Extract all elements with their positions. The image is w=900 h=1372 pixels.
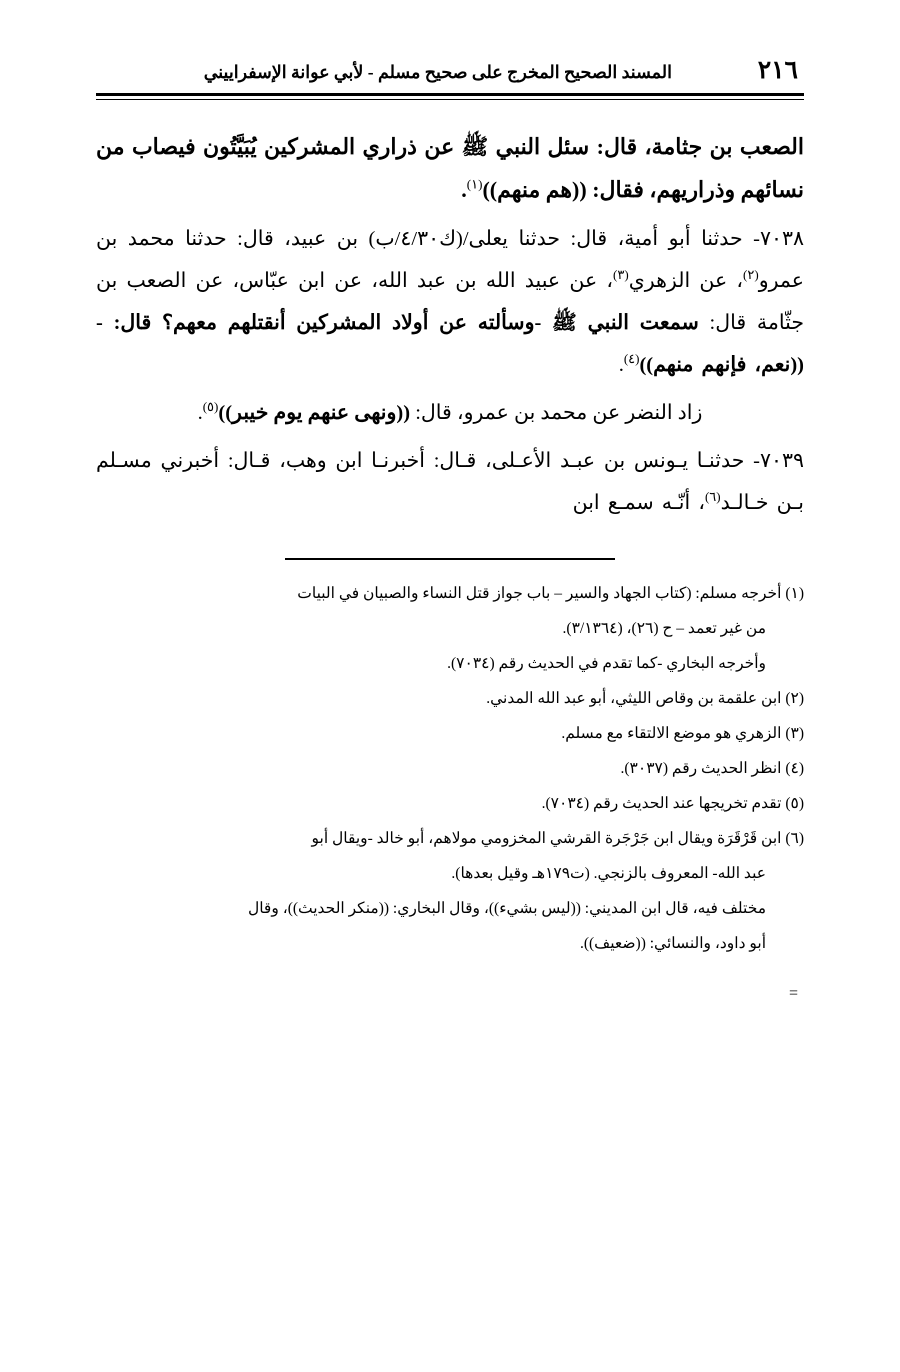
- footnote-ref-3: (٣): [613, 266, 629, 282]
- footnote-text: من غير تعمد – ح (٢٦)، (٣/١٣٦٤).: [562, 619, 766, 637]
- footnote-item: [96, 928, 804, 959]
- footnote-text: وأخرجه البخاري -كما تقدم في الحديث رقم (٧٠٣٤).: [447, 654, 766, 672]
- footnote-item: [96, 683, 804, 714]
- paragraph-1-text: الصعب بن جثامة، قال: سئل النبي ﷺ عن ذراري المشركين يُبَيَّتُون فيصاب من نسائهم وذراريهم، فقال: ((هم منهم)): [96, 134, 804, 202]
- footnote-text: انظر الحديث رقم (٣٠٣٧).: [620, 759, 782, 777]
- paragraph-2-bold-quote: سمعت النبي ﷺ -وسألته عن أولاد المشركين أنقتلهم معهم؟ قال: - ((نعم، فإنهم منهم)): [96, 311, 804, 376]
- paragraph-2-part-c: ، عن عبيد الله بن عبد الله، عن ابن عبّاس، عن الصعب بن جثّامة قال:: [96, 269, 805, 334]
- footnote-ref-1: (١): [466, 176, 483, 192]
- footnote-number: (٦): [785, 829, 804, 847]
- footnote-item: [96, 893, 804, 924]
- paragraph-hadith-continuation: [96, 126, 804, 212]
- continuation-mark: =: [788, 984, 800, 1002]
- footnote-number: (٢): [785, 689, 804, 707]
- paragraph-2-end: .: [618, 353, 624, 376]
- paragraph-4-end: ، أنّـه سمـع ابن: [572, 491, 705, 514]
- page-header: [96, 55, 804, 85]
- footnote-text: ابن قَرْقَرَة ويقال ابن جَرْجَرة القرشي المخزومي مولاهم، أبو خالد -ويقال أبو: [311, 829, 782, 847]
- paragraph-3-bold-quote: ((ونهى عنهم يوم خيبر)): [218, 401, 411, 424]
- paragraph-2-part-a: ٧٠٣٨- حدثنا أبو أمية، قال: حدثنا يعلى/(ك٤/٣٠/ب) بن عبيد، قال: حدثنا محمد بن عمرو: [96, 227, 805, 292]
- footnote-item: [96, 753, 804, 784]
- paragraph-3-end: .: [197, 401, 203, 424]
- footnote-ref-2: (٢): [743, 266, 759, 282]
- footnote-item: [96, 858, 804, 889]
- footnote-text: عبد الله- المعروف بالزنجي. (ت١٧٩هـ وقيل بعدها).: [451, 864, 766, 882]
- paragraph-1-end: .: [461, 176, 467, 202]
- footnote-separator: [285, 558, 615, 560]
- footnote-text: مختلف فيه، قال ابن المديني: ((ليس بشيء))، وقال البخاري: ((منكر الحديث))، وقال: [247, 899, 766, 917]
- paragraph-nadr-addition: [96, 392, 804, 434]
- paragraph-3-part-a: زاد النضر عن محمد بن عمرو، قال:: [415, 401, 703, 424]
- footnote-text: تقدم تخريجها عند الحديث رقم (٧٠٣٤).: [541, 794, 782, 812]
- footnote-item: [96, 578, 804, 609]
- footnote-ref-6: (٦): [704, 489, 721, 505]
- footnote-ref-5: (٥): [202, 399, 219, 415]
- page-body: [96, 126, 804, 524]
- footnote-item: [96, 823, 804, 854]
- book-title: المسند الصحيح المخرج على صحيح مسلم - لأبي عوانة الإسفراييني: [203, 62, 672, 82]
- footnote-item: [96, 648, 804, 679]
- footnote-item: [96, 718, 804, 749]
- footnote-item: [96, 788, 804, 819]
- footnote-item: [96, 613, 804, 644]
- footnote-text: أبو داود، والنسائي: ((ضعيف)).: [579, 934, 766, 952]
- paragraph-2-part-b: ، عن الزهري: [628, 269, 744, 292]
- footnote-number: (٣): [785, 724, 804, 742]
- footnote-number: (١): [785, 584, 804, 602]
- footnote-ref-4: (٤): [623, 351, 640, 366]
- footnote-text: ابن علقمة بن وقاص الليثي، أبو عبد الله المدني.: [486, 689, 782, 707]
- paragraph-hadith-7039: [96, 440, 804, 524]
- paragraph-hadith-7038: [96, 218, 804, 386]
- header-rule: [96, 93, 804, 100]
- footnotes-section: [96, 578, 804, 959]
- footnote-number: (٥): [785, 794, 804, 812]
- footnote-text: أخرجه مسلم: (كتاب الجهاد والسير – باب جواز قتل النساء والصبيان في البيات: [297, 584, 782, 602]
- paragraph-4-text: ٧٠٣٩- حدثنـا يـونس بن عبـد الأعـلى، قـال: أخبرنـا ابن وهب، قـال: أخبرني مسـلم بـن خـالـد: [96, 449, 804, 514]
- footnote-text: الزهري هو موضع الالتقاء مع مسلم.: [561, 724, 782, 742]
- page-number: ٢١٦: [757, 57, 798, 84]
- footnote-number: (٤): [785, 759, 804, 777]
